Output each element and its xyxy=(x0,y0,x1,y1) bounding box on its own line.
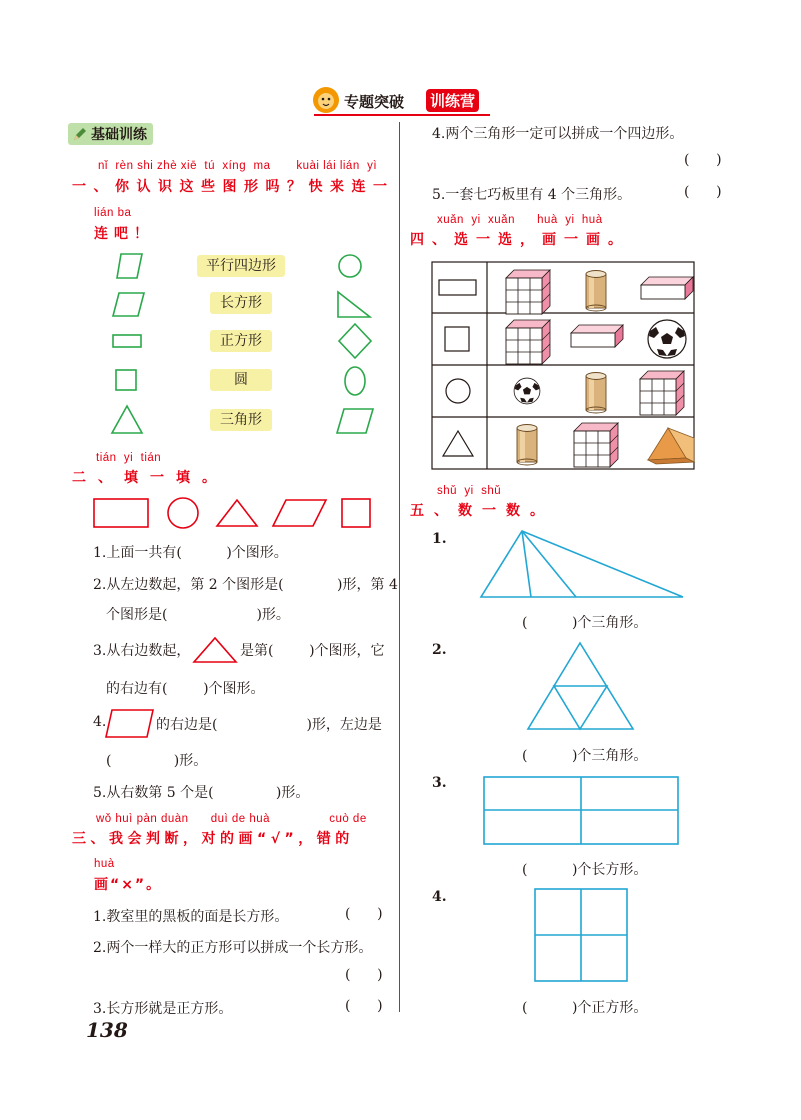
s3-item4-blank[interactable]: ( ) xyxy=(684,152,722,168)
s2-q3b: 的右边有( )个图形。 xyxy=(106,681,265,697)
section3-title-1: 三、我会判断，对的画“√”，错的 xyxy=(72,831,354,847)
s5-answer1[interactable]: ( )个三角形。 xyxy=(522,615,648,631)
s2-q2b: 个图形是( )形。 xyxy=(106,607,290,623)
label-square[interactable]: 正方形 xyxy=(210,330,272,352)
s2-q5: 5.从右数第 5 个是( )形。 xyxy=(93,785,310,801)
fig3-rectangles xyxy=(484,777,678,844)
s5-answer3[interactable]: ( )个长方形。 xyxy=(522,862,648,878)
s5-num4: 4. xyxy=(432,889,447,905)
s3-item5-blank[interactable]: ( ) xyxy=(684,184,722,200)
s3-item2: 2.两个一样大的正方形可以拼成一个长方形。 xyxy=(93,940,373,956)
section5-pinyin: shǔ yi shǔ xyxy=(437,485,502,497)
section3-pinyin-1: wǒ huì pàn duàn duì de huà cuò de xyxy=(96,813,367,825)
s5-num1: 1. xyxy=(432,531,447,547)
section3-pinyin-2: huà xyxy=(94,858,115,870)
section1-pinyin-2: lián ba xyxy=(94,207,132,219)
s2-q4a-pre: 4. xyxy=(93,714,107,730)
fig2-triangles xyxy=(528,643,633,729)
fig4-squares xyxy=(535,889,627,981)
section1-pinyin-1: nǐ rèn shi zhè xiē tú xíng ma kuài lái lián yì xyxy=(98,160,378,172)
label-triangle[interactable]: 三角形 xyxy=(210,409,272,431)
label-circle[interactable]: 圆 xyxy=(210,369,272,391)
section2-title: 二、填一填。 xyxy=(72,470,228,486)
section2-pinyin: tián yi tián xyxy=(96,452,162,464)
s3-item3-blank[interactable]: ( ) xyxy=(345,998,383,1014)
basic-training-text: 基础训练 xyxy=(91,127,147,143)
section1-title-2: 连吧！ xyxy=(94,226,154,242)
s2-q1: 1.上面一共有( )个图形。 xyxy=(93,545,288,561)
s3-item2-blank[interactable]: ( ) xyxy=(345,967,383,983)
s2-q4b: ( )形。 xyxy=(106,753,208,769)
fig1-triangles xyxy=(481,531,683,597)
s2-q3a-pre: 3.从右边数起， xyxy=(93,643,191,659)
s2-q4a-post: 的右边是( )形，左边是 xyxy=(156,717,382,733)
page-number: 138 xyxy=(86,1018,128,1042)
s3-item4: 4.两个三角形一定可以拼成一个四边形。 xyxy=(432,126,684,142)
s3-item1-blank[interactable]: ( ) xyxy=(345,906,383,922)
section4-title: 四、选一选，画一画。 xyxy=(410,232,630,248)
s2-q3a-post: 是第( )个图形，它 xyxy=(240,643,385,659)
s5-num2: 2. xyxy=(432,642,447,658)
s3-item5: 5.一套七巧板里有 4 个三角形。 xyxy=(432,187,632,203)
label-rectangle[interactable]: 长方形 xyxy=(210,292,272,314)
s5-num3: 3. xyxy=(432,775,447,791)
s3-item3: 3.长方形就是正方形。 xyxy=(93,1001,233,1017)
s5-answer2[interactable]: ( )个三角形。 xyxy=(522,748,648,764)
banner-title: 专题突破 xyxy=(344,93,405,111)
banner-badge: 训练营 xyxy=(426,89,479,112)
label-parallelogram[interactable]: 平行四边形 xyxy=(197,255,285,277)
s5-answer4[interactable]: ( )个正方形。 xyxy=(522,1000,648,1016)
s2-q2a: 2.从左边数起，第 2 个图形是( )形，第 4 xyxy=(93,577,398,593)
s3-item1: 1.教室里的黑板的面是长方形。 xyxy=(93,909,289,925)
section1-title-1: 一、你认识这些图形吗？快来连一 xyxy=(72,179,395,195)
section5-title: 五、数一数。 xyxy=(410,503,554,519)
section4-pinyin: xuǎn yi xuǎn huà yi huà xyxy=(437,214,603,226)
section3-title-2: 画“×”。 xyxy=(94,877,163,893)
